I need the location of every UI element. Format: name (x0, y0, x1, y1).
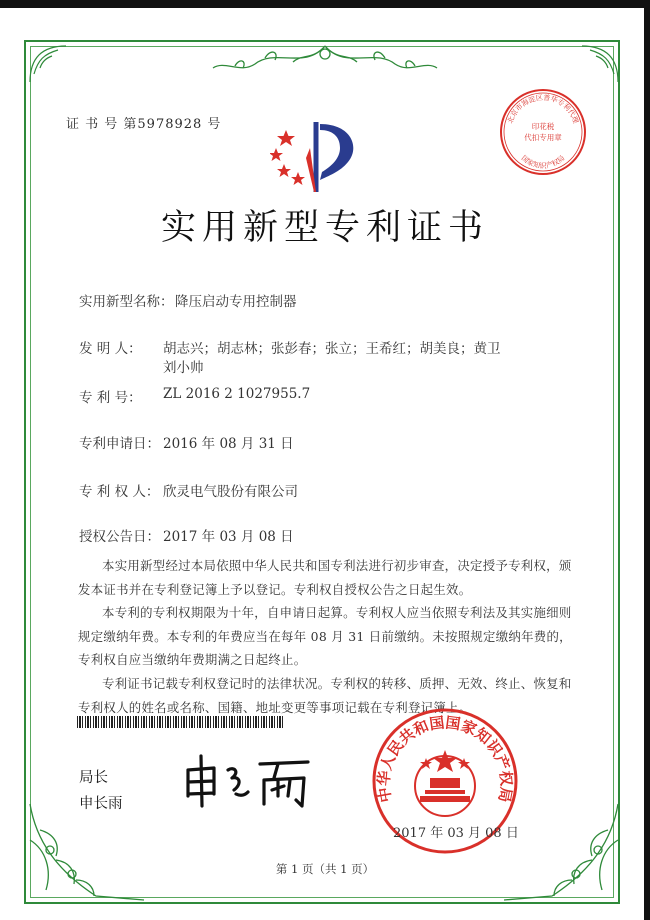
utility-model-name-value: 降压启动专用控制器 (175, 294, 297, 310)
agency-seal-center-1: 印花税 (531, 122, 555, 131)
agency-seal-center-2: 代扣专用章 (524, 133, 562, 142)
seal-date: 2017 年 03 月 08 日 (393, 826, 519, 841)
inventors-label: 发 明 人： (79, 341, 142, 357)
director-name: 申长雨 (79, 796, 123, 812)
inventors-value-line2: 刘小帅 (163, 360, 204, 376)
patent-number-value: ZL 2016 2 1027955.7 (163, 386, 311, 402)
corner-ornament-top-left (28, 44, 68, 84)
inventors-value: 胡志兴；胡志林；张彭春；张立；王希红；胡美良；黄卫 (163, 341, 501, 357)
grant-date-label: 授权公告日： (79, 529, 160, 545)
agency-seal-ring-text: 北京市海淀区普华专利代理 (506, 93, 580, 125)
certificate-title: 实用新型专利证书 (160, 208, 489, 248)
application-date-label: 专利申请日： (79, 436, 160, 452)
agency-tax-seal (497, 86, 589, 178)
patent-number-label: 专 利 号： (79, 390, 142, 406)
page-indicator: 第 1 页（共 1 页） (275, 862, 375, 876)
patentee-value: 欣灵电气股份有限公司 (163, 484, 298, 500)
certificate-number: 证 书 号 第5978928 号 (66, 117, 222, 132)
utility-model-name-label: 实用新型名称： (79, 294, 174, 310)
top-scan-edge (0, 0, 650, 8)
right-scan-edge (644, 0, 650, 920)
body-paragraph-3: 专利证书记载专利权登记时的法律状况。专利权的转移、质押、无效、终止、恢复和专利权人的姓名或名称、国籍、地址变更等事项记载在专利登记簿上。 (78, 676, 572, 715)
top-ornament (205, 40, 445, 82)
barcode (77, 716, 285, 728)
application-date-value: 2016 年 08 月 31 日 (163, 436, 294, 452)
director-title: 局长 (79, 770, 108, 786)
corner-ornament-top-right (580, 44, 620, 84)
handwritten-signature (180, 750, 320, 814)
grant-date-value: 2017 年 03 月 08 日 (163, 529, 294, 545)
body-paragraph-2: 本专利的专利权期限为十年，自申请日起算。专利权人应当依照专利法及其实施细则规定缴纳年费。本专利的年费应当在每年 08 月 31 日前缴纳。未按照规定缴纳年费的，专利权自应当缴纳年费期满之日起终止。 (78, 605, 572, 667)
patentee-label: 专 利 权 人： (79, 484, 160, 500)
cnipa-logo (270, 118, 370, 196)
agency-seal-bottom-text: 国家知识产权局 (519, 154, 567, 170)
corner-ornament-bottom-left (26, 800, 146, 904)
national-seal-ring-text: 中华人民共和国国家知识产权局 (374, 713, 516, 804)
body-paragraph-1: 本实用新型经过本局依照中华人民共和国专利法进行初步审查，决定授予专利权，颁发本证书并在专利登记簿上予以登记。专利权自授权公告之日起生效。 (78, 558, 572, 597)
